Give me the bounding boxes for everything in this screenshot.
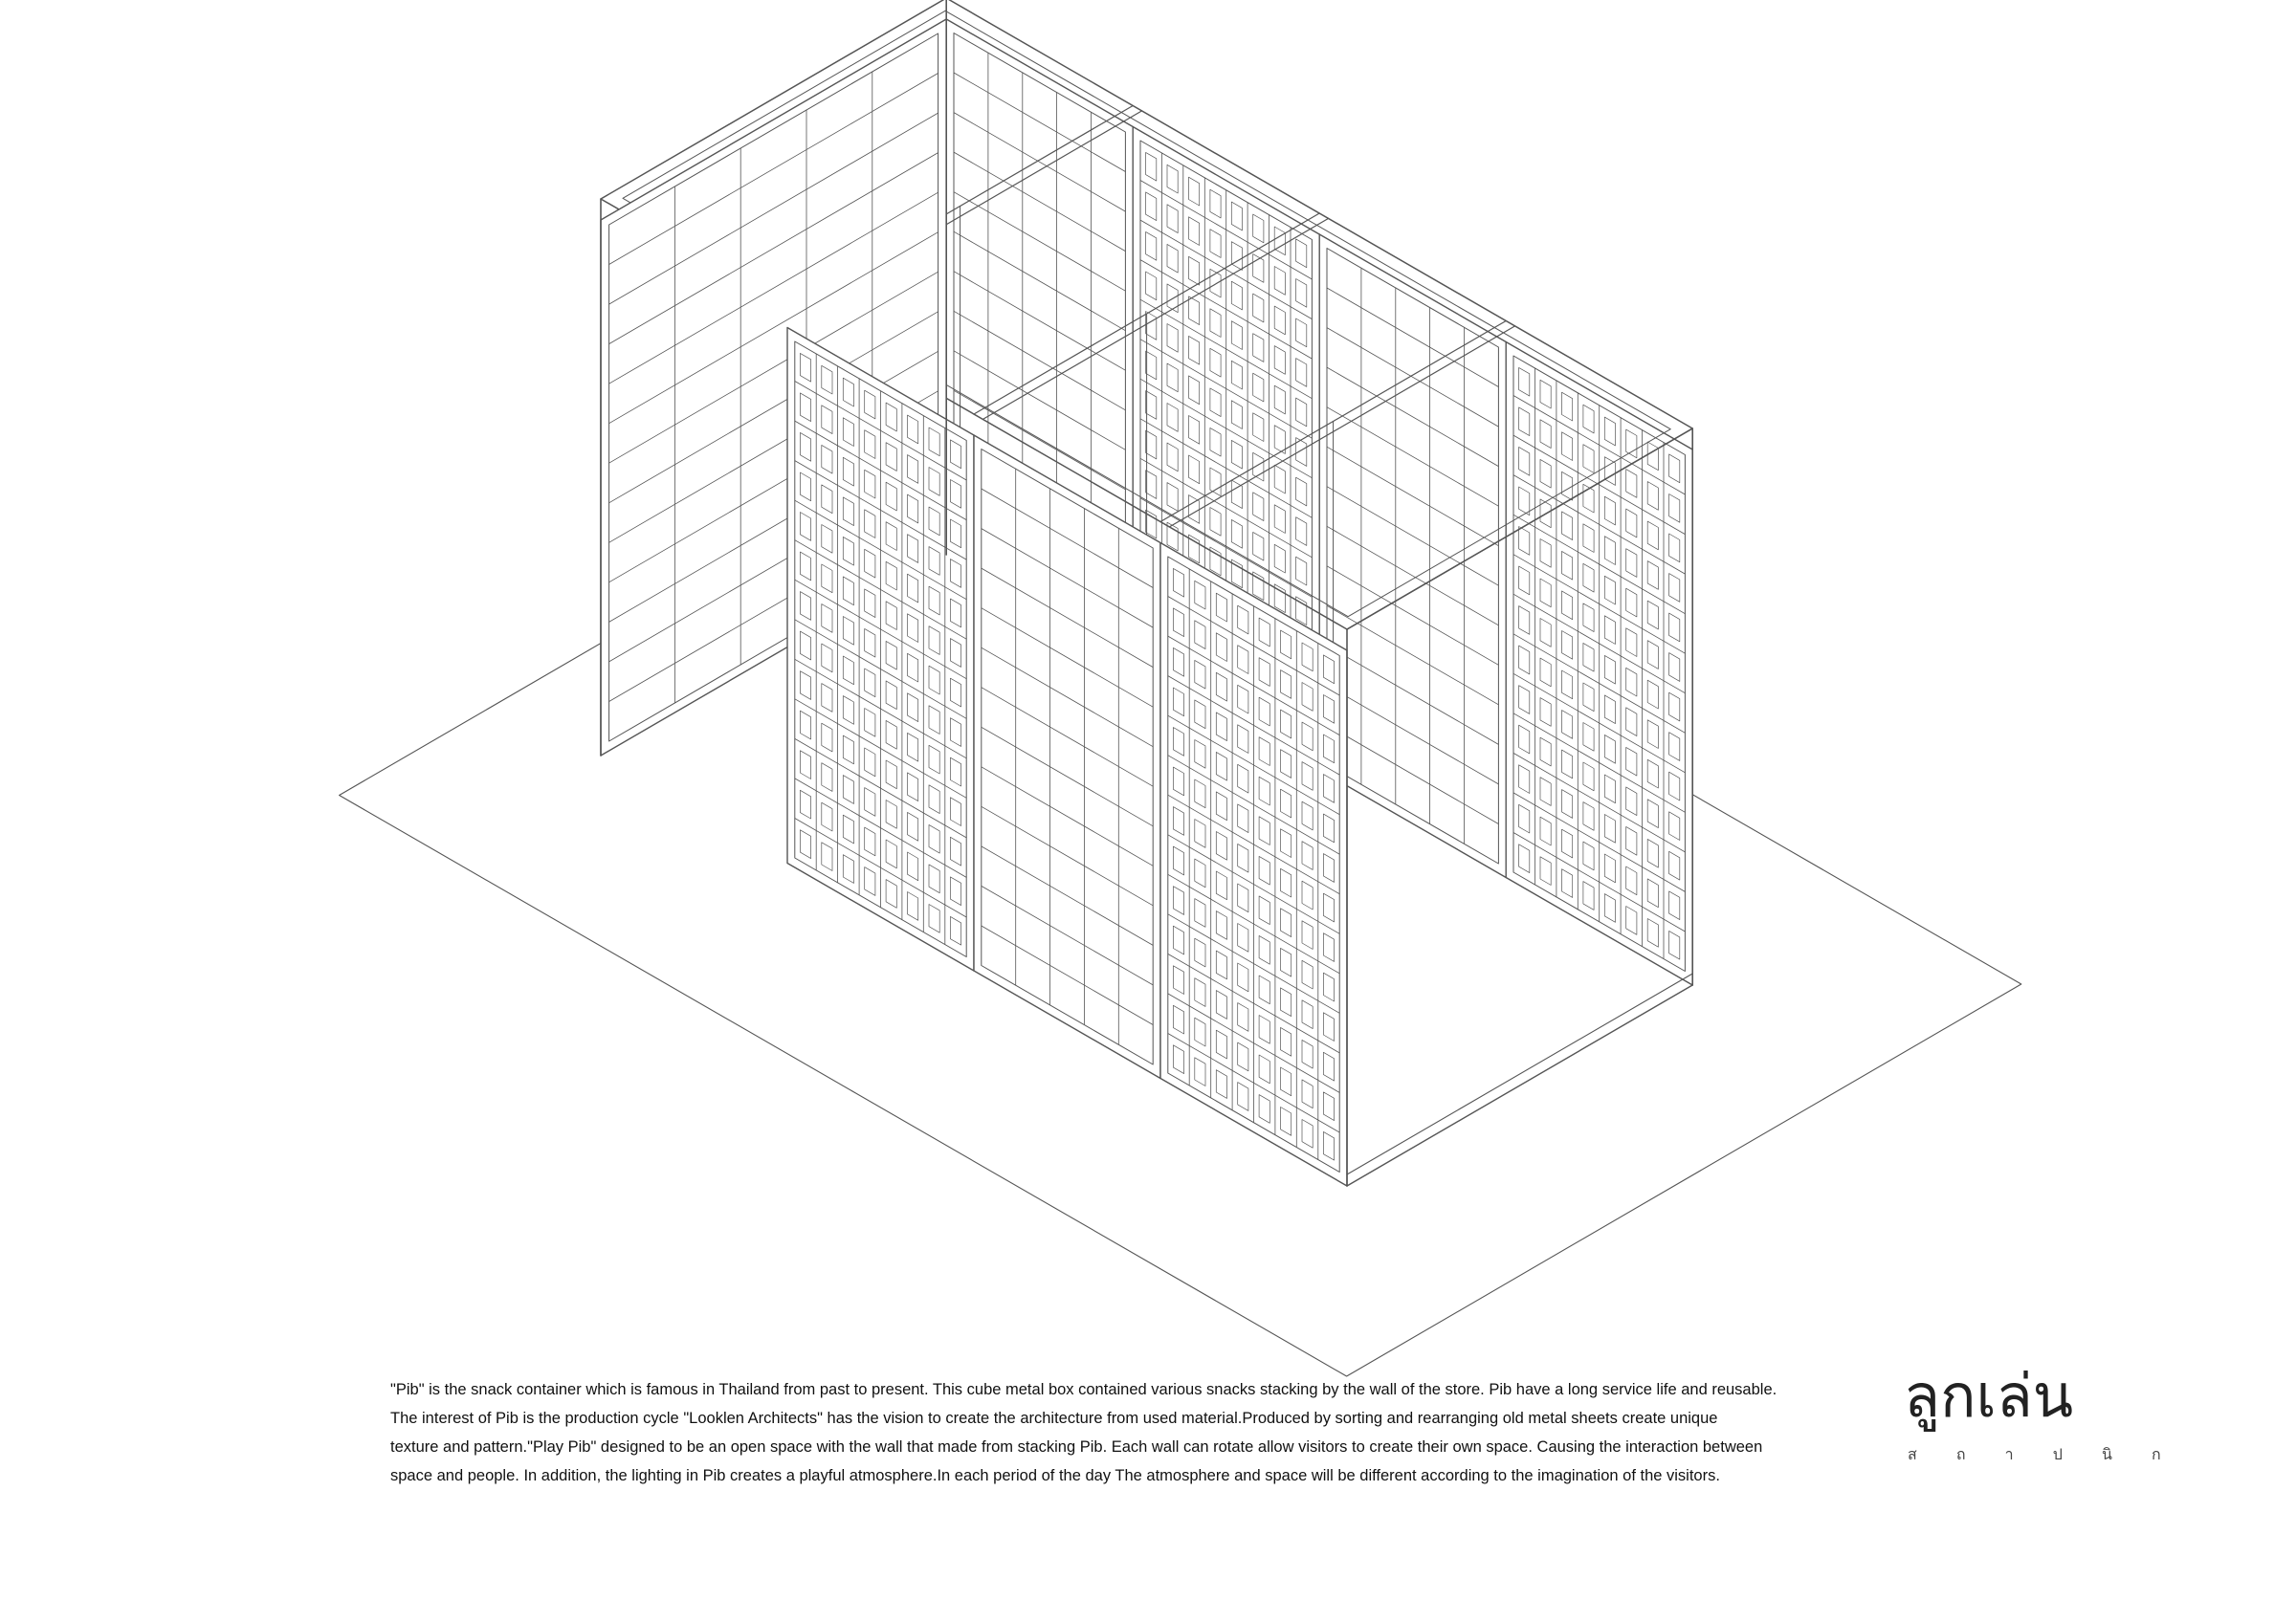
front-wall-panel-frame [974, 435, 1160, 1079]
brand-logo-tagline: ส ถ า ป นิ ก [1908, 1444, 2178, 1463]
description-line: texture and pattern."Play Pib" designed to be an open space with the wall that made from stacking Pib. Each wall can rotate allow visitors to create their own space. Causing the interaction between [390, 1438, 1763, 1456]
brand-logo [1904, 1358, 2178, 1467]
description-line: The interest of Pib is the production cycle "Looklen Architects" has the vision to create the architecture from used material.Produced by sorting and rearranging old metal sheets create unique [390, 1410, 1718, 1427]
description [390, 1375, 1892, 1490]
base-sill [1347, 974, 1692, 1174]
description-line: "Pib" is the snack container which is famous in Thailand from past to present. This cube metal box contained various snacks stacking by the wall of the store. Pib have a long service life and reusable. [390, 1381, 1777, 1398]
base-sill [1347, 985, 1692, 1186]
description-line: space and people. In addition, the lighting in Pib creates a playful atmosphere.In each period of the day The atmosphere and space will be different according to the imagination of the visitors. [390, 1467, 1720, 1484]
brand-logo-wordmark: ลูกเล่น [1904, 1361, 2074, 1431]
